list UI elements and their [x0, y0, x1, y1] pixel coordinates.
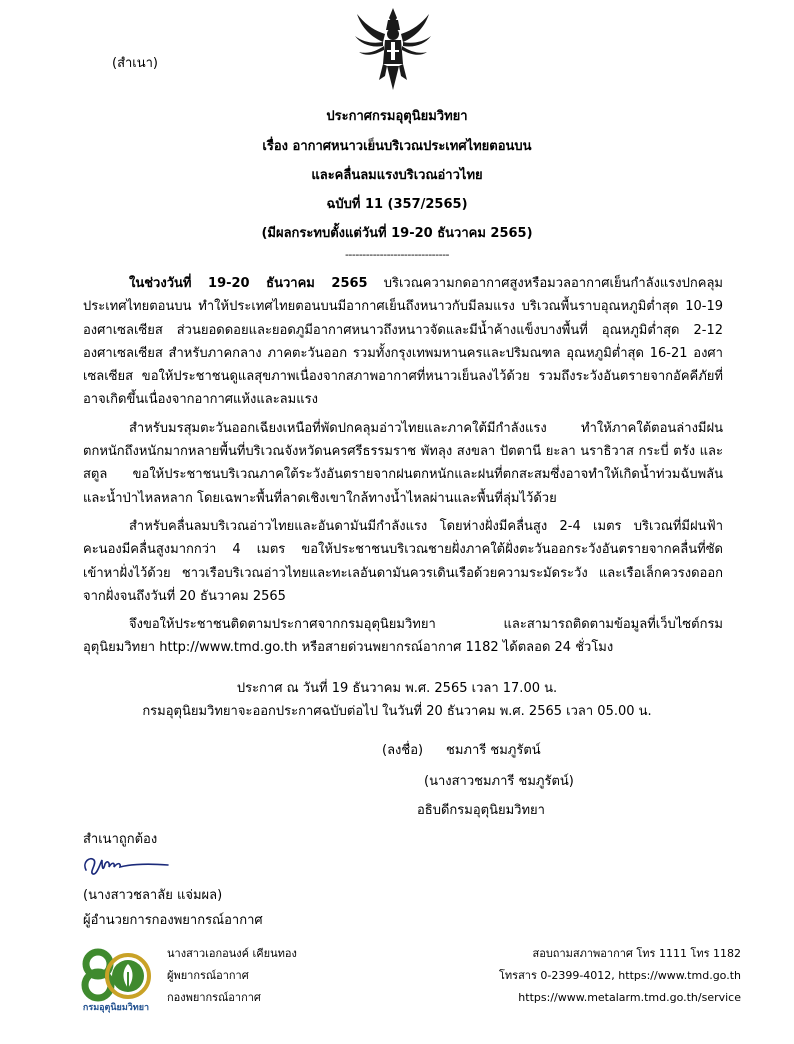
director-position: อธิบดีกรมอุตุนิยมวิทยา [417, 803, 545, 818]
paragraph-southern-rain: สำหรับมรสุมตะวันออกเฉียงเหนือที่พัดปกคลุมอ่าวไทยและภาคใต้มีกำลังแรง ทำให้ภาคใต้ตอนล่างมีฝนตกหนักถึงหนักมากหลายพื้นที่บริเวณจังหวัดนครศรีธรรมราช พัทลุง สงขลา ปัตตานี ยะลา นราธิวาส กระบี่ ตรัง และสตูล ขอให้ประชาชนบริเวณภาคใต้ระวังอันตรายจากฝนตกหนักและฝนที่ตกสะสมซึ่งอาจทำให้เกิดน้ำท่วมฉับพลันและน้ำป่าไหลหลาก โดยเฉพาะพื้นที่ลาดเชิงเขาใกล้ทางน้ำไหลผ่านและพื้นที่ลุ่มไว้ด้วย [83, 420, 723, 506]
announcement-body [83, 272, 723, 660]
subject-line-2: และคลื่นลมแรงบริเวณอ่าวไทย [311, 168, 483, 183]
certifier-position: ผู้อำนวยการกองพยากรณ์อากาศ [83, 913, 263, 928]
certified-copy-label: สำเนาถูกต้อง [83, 832, 158, 847]
paragraph-waves: สำหรับคลื่นลมบริเวณอ่าวไทยและอันดามันมีกำลังแรง โดยห่างฝั่งมีคลื่นสูง 2-4 เมตร บริเวณที่มีฝนฟ้าคะนองมีคลื่นสูงมากกว่า 4 เมตร ขอให้ประชาชนบริเวณชายฝั่งภาคใต้ฝั่งตะวันออกระวังอันตรายจากคลื่นที่ซัดเข้าหาฝั่งไว้ด้วย ชาวเรือบริเวณอ่าวไทยและทะเลอันดามันควรเดินเรือด้วยความระมัดระวัง และเรือเล็กควรงดออกจากฝั่งจนถึงวันที่ 20 ธันวาคม 2565 [83, 518, 723, 604]
sign-label: (ลงชื่อ) [382, 743, 424, 758]
signed-name: ชมภารี ชมภูรัตน์ [446, 743, 541, 758]
weather-hotline: สอบถามสภาพอากาศ โทร 1111 โทร 1182 [532, 947, 741, 960]
announcement-title: ประกาศกรมอุตุนิยมวิทยา [326, 109, 468, 124]
forecaster-division: กองพยากรณ์อากาศ [167, 991, 261, 1004]
title-separator: ------------------------------ [344, 248, 450, 261]
footer-contact-right [499, 943, 741, 1009]
paragraph-lead-dates: ในช่วงวันที่ 19-20 ธันวาคม 2565 [129, 276, 368, 291]
issued-date-line: ประกาศ ณ วันที่ 19 ธันวาคม พ.ศ. 2565 เวลา 17.00 น. [236, 681, 558, 696]
tmd-80th-anniversary-logo [76, 942, 156, 1016]
forecaster-name: นางสาวเอกอนงค์ เคียนทอง [167, 947, 297, 960]
certifier-name: (นางสาวชลาลัย แจ่มผล) [83, 888, 223, 903]
copy-label: (สำเนา) [112, 56, 159, 71]
footer-contact-left [167, 943, 297, 1009]
service-url: https://www.metalarm.tmd.go.th/service [518, 991, 741, 1004]
logo-caption: กรมอุตุนิยมวิทยา [82, 1003, 150, 1013]
handwritten-signature [80, 850, 172, 880]
paragraph-follow-updates: จึงขอให้ประชาชนติดตามประกาศจากกรมอุตุนิยมวิทยา และสามารถติดตามข้อมูลที่เว็บไซต์กรมอุตุนิยมวิทยา http://www.tmd.go.th หรือสายด่วนพยากรณ์อากาศ 1182 ได้ตลอด 24 ชั่วโมง [83, 617, 723, 656]
fax-website: โทรสาร 0-2399-4012, https://www.tmd.go.th [499, 969, 741, 982]
effective-dates: (มีผลกระทบตั้งแต่วันที่ 19-20 ธันวาคม 2565) [261, 226, 533, 241]
garuda-emblem-icon [353, 6, 433, 92]
forecaster-position: ผู้พยากรณ์อากาศ [167, 969, 249, 982]
paragraph-cold-weather-text: บริเวณความกดอากาศสูงหรือมวลอากาศเย็นกำลังแรงปกคลุมประเทศไทยตอนบน ทำให้ประเทศไทยตอนบนมีอากาศเย็นถึงหนาวกับมีลมแรง บริเวณพื้นราบอุณหภูมิต่ำสุด 10-19 องศาเซลเซียส ส่วนยอดดอยและยอดภูมีอากาศหนาวถึงหนาวจัดและมีน้ำค้างแข็งบางพื้นที่ อุณหภูมิต่ำสุด 2-12 องศาเซลเซียส สำหรับภาคกลาง ภาคตะวันออก รวมทั้งกรุงเทพมหานครและปริมณฑล อุณหภูมิต่ำสุด 16-21 องศาเซลเซียส ขอให้ประชาชนดูแลสุขภาพเนื่องจากสภาพอากาศที่หนาวเย็นลงไว้ด้วย รวมถึงระวังอันตรายจากอัคคีภัยที่อาจเกิดขึ้นเนื่องจากอากาศแห้งและลมแรง [83, 276, 723, 408]
subject-line-1: เรื่อง อากาศหนาวเย็นบริเวณประเทศไทยตอนบน [262, 139, 532, 154]
issue-number: ฉบับที่ 11 (357/2565) [326, 197, 468, 212]
next-issue-line: กรมอุตุนิยมวิทยาจะออกประกาศฉบับต่อไป ในวันที่ 20 ธันวาคม พ.ศ. 2565 เวลา 05.00 น. [142, 704, 652, 719]
director-full-name: (นางสาวชมภารี ชมภูรัตน์) [424, 774, 574, 789]
paragraph-cold-weather [83, 272, 723, 412]
